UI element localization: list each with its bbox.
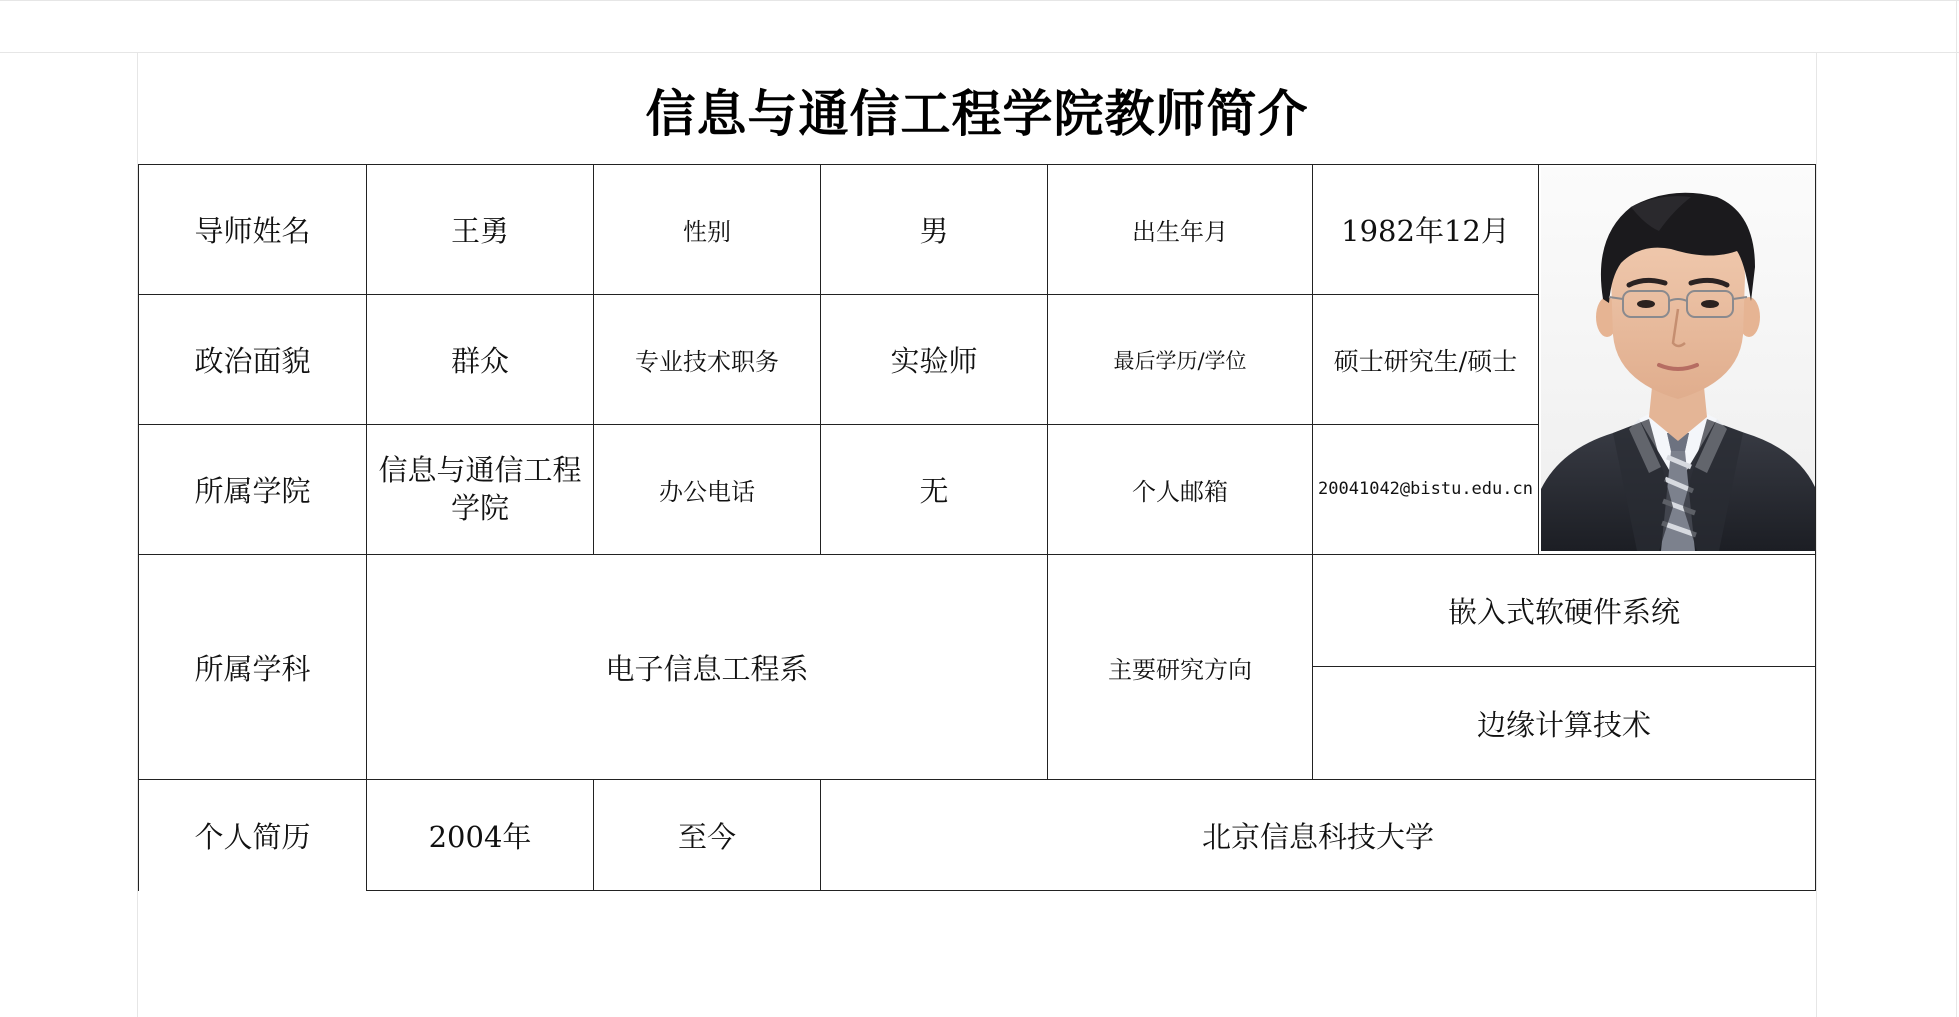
- label-advisor-name: 导师姓名: [138, 164, 366, 294]
- label-college: 所属学院: [138, 424, 366, 554]
- resume-start-year: 2004年: [366, 779, 593, 891]
- label-discipline: 所属学科: [138, 554, 366, 779]
- value-college: 信息与通信工程学院: [366, 424, 593, 554]
- label-research-direction: 主要研究方向: [1047, 554, 1312, 779]
- sheet-gridline: [1956, 0, 1957, 1017]
- value-email[interactable]: 20041042@bistu.edu.cn: [1312, 424, 1538, 554]
- value-discipline: 电子信息工程系: [366, 554, 1047, 779]
- label-birth-date: 出生年月: [1047, 164, 1312, 294]
- value-political-status: 群众: [366, 294, 593, 424]
- sheet-gridline: [0, 52, 1959, 53]
- label-gender: 性别: [593, 164, 820, 294]
- value-office-phone: 无: [820, 424, 1047, 554]
- label-email: 个人邮箱: [1047, 424, 1312, 554]
- portrait-image: [1541, 167, 1815, 551]
- label-resume: 个人简历: [138, 779, 366, 891]
- value-birth-date: 1982年12月: [1312, 164, 1538, 294]
- sheet-gridline: [1816, 52, 1817, 1017]
- label-professional-title: 专业技术职务: [593, 294, 820, 424]
- label-office-phone: 办公电话: [593, 424, 820, 554]
- resume-institution: 北京信息科技大学: [820, 779, 1816, 891]
- value-research-direction-2: 边缘计算技术: [1312, 666, 1816, 779]
- value-gender: 男: [820, 164, 1047, 294]
- value-degree: 硕士研究生/硕士: [1312, 294, 1538, 424]
- document-title: 信息与通信工程学院教师简介: [645, 84, 1309, 143]
- label-political-status: 政治面貌: [138, 294, 366, 424]
- advisor-photo: [1538, 164, 1816, 554]
- resume-end: 至今: [593, 779, 820, 891]
- sheet-gridline-top: [0, 0, 1959, 1]
- label-degree: 最后学历/学位: [1047, 294, 1312, 424]
- value-research-direction-1: 嵌入式软硬件系统: [1312, 554, 1816, 666]
- value-advisor-name: 王勇: [366, 164, 593, 294]
- value-professional-title: 实验师: [820, 294, 1047, 424]
